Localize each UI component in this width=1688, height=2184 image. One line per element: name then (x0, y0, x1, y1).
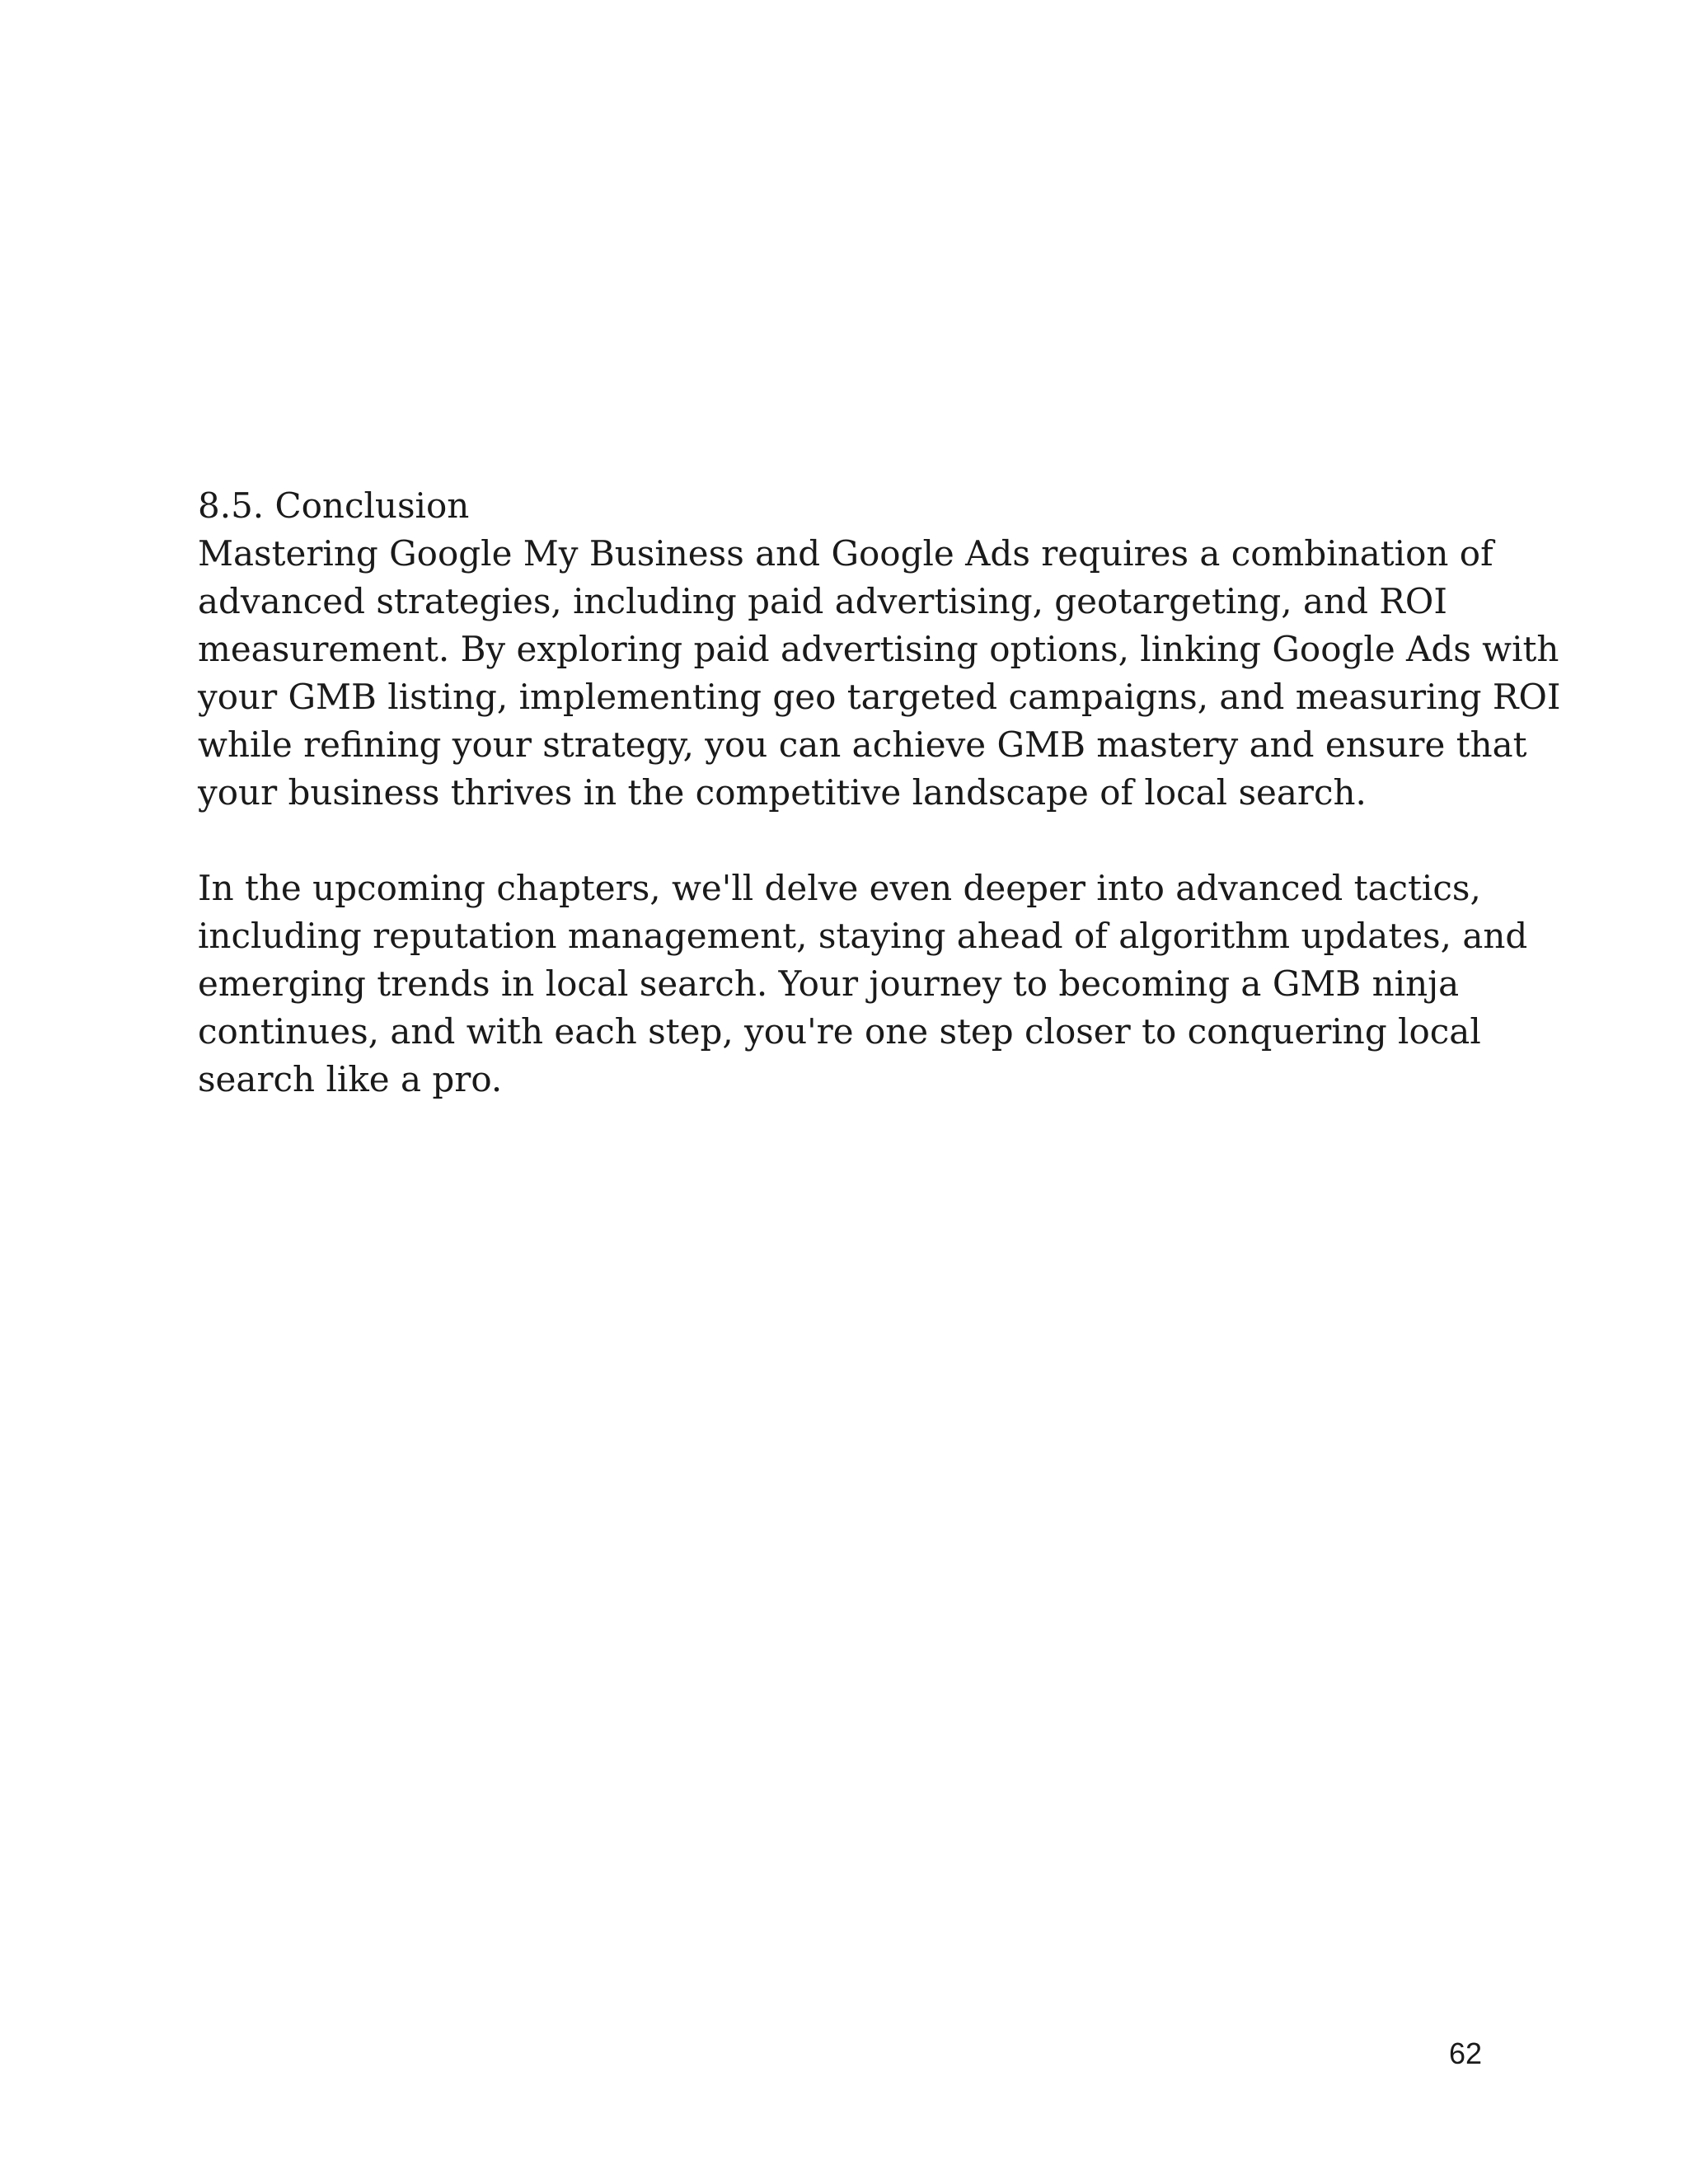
paragraph-1 (198, 530, 1561, 817)
paragraph-line: Mastering Google My Business and Google Ads requires a combination of (198, 533, 1493, 574)
paragraph-line: while refining your strategy, you can achieve GMB mastery and ensure that (198, 724, 1527, 765)
paragraph-2 (198, 865, 1528, 1104)
section-heading: 8.5. Conclusion (198, 485, 470, 526)
page-number: 62 (1448, 2036, 1482, 2070)
paragraph-line: search like a pro. (198, 1059, 503, 1099)
paragraph-line: continues, and with each step, you're one step closer to conquering local (198, 1011, 1481, 1052)
paragraph-line: measurement. By exploring paid advertising options, linking Google Ads with (198, 629, 1559, 669)
paragraph-line: including reputation management, staying ahead of algorithm updates, and (198, 916, 1528, 956)
section-content (198, 482, 1561, 1104)
paragraph-line: advanced strategies, including paid advertising, geotargeting, and ROI (198, 581, 1447, 621)
paragraph-line: your business thrives in the competitive landscape of local search. (198, 772, 1367, 813)
paragraph-line: In the upcoming chapters, we'll delve even deeper into advanced tactics, (198, 868, 1481, 908)
paragraph-spacer (198, 817, 1517, 865)
paragraph-line: your GMB listing, implementing geo targeted campaigns, and measuring ROI (198, 677, 1561, 717)
paragraph-line: emerging trends in local search. Your journey to becoming a GMB ninja (198, 963, 1460, 1004)
